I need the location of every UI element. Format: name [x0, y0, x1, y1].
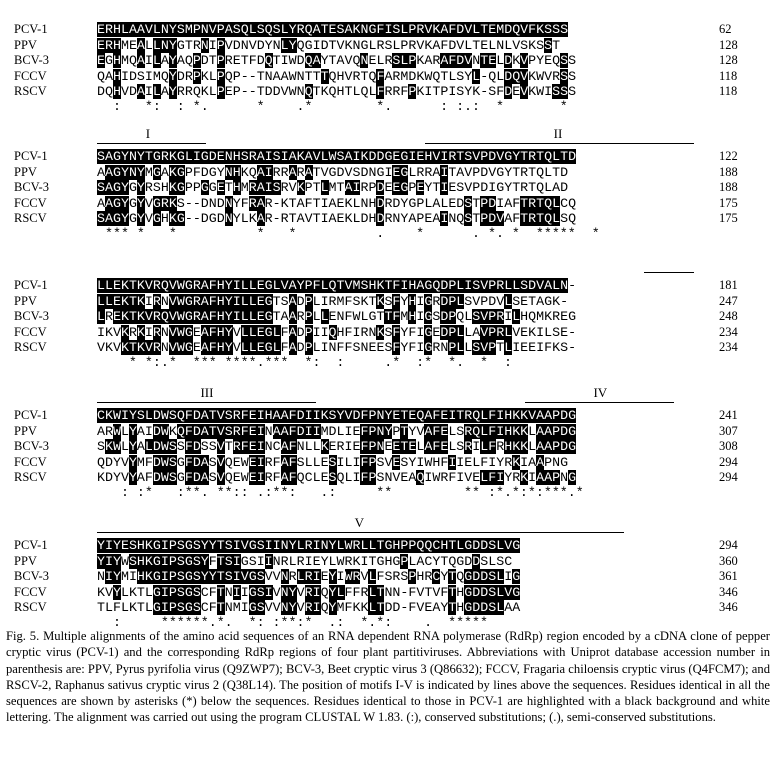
sequence-row — [0, 600, 779, 615]
sequence-row — [0, 470, 779, 485]
motif-label: I — [145, 126, 151, 141]
residue-position: 248 — [719, 309, 738, 324]
sequence-name: PCV-1 — [14, 149, 48, 163]
sequence-residues: QAHIDSIMQYDRPKLPQP--TNAAWNTTTQHVRTQFARMDKWQTLSYL-QLDQVKWVRSS — [97, 68, 577, 84]
sequence-residues: SAGYGYVGHKG--DGDNYLKAR-RTAVTIAEKLDHDRNYAPEAINQSTPDVAFTRTQLSQ — [97, 211, 577, 227]
sequence-row — [0, 439, 779, 454]
motif-bar — [425, 143, 694, 144]
sequence-row — [0, 278, 779, 293]
sequence-residues: AAGYNYMGAKGPFDGYNHKQAIRRARATVGDVSDNGIEGLRRAITAVPDVGYTRTQLTD — [97, 164, 569, 180]
sequence-residues: KVYLKTLGIPSGSCFTNIIGSIVNYVRIQYLFFRLTNN-FVTVFTHGDDSLVG — [97, 584, 521, 600]
residue-position: 128 — [719, 53, 738, 68]
motif-bar — [525, 402, 674, 403]
sequence-residues: CKWIYSLDWSQFDATVSRFEIHAAFDIIKSYVDFPNYETEQAFEITRQLFIHKKVAAPDG — [97, 408, 577, 423]
sequence-residues: SAGYGYRSHKGPPGGETHMRAISRVKPTLMTAIRPDEEGPEYTIESVPDIGYTRTQLAD — [97, 180, 569, 196]
sequence-name: PPV — [14, 553, 37, 568]
residue-position: 307 — [719, 423, 738, 438]
consensus-line: * *:.* *** ****.*** *: : .* :* *. * : — [97, 355, 544, 370]
sequence-name: BCV-3 — [14, 180, 49, 195]
residue-position: 62 — [719, 22, 732, 36]
residue-position: 360 — [719, 553, 738, 568]
sequence-name: BCV-3 — [14, 309, 49, 324]
motif-bar — [97, 532, 624, 533]
sequence-row — [0, 196, 779, 211]
sequence-residues: ARWLYAIDWKQFDATVSRFEINAAFDIIMDLIEFPNYPTYVAFELSRQLFIHKKLAAPDG — [97, 423, 577, 439]
sequence-row — [0, 38, 779, 53]
residue-position: 188 — [719, 180, 738, 195]
sequence-residues: SKWLYALDWSSFDSSVTRFEINCAFNLLKERIEFPNEETELAFELSRILFRHKKLAAPDG — [97, 439, 577, 455]
residue-position: 122 — [719, 149, 738, 163]
sequence-row — [0, 569, 779, 584]
sequence-name: PPV — [14, 37, 37, 52]
residue-position: 294 — [719, 470, 738, 485]
sequence-row — [0, 340, 779, 355]
sequence-residues: AAGYGYVGRKS--DNDNYFRAR-KTAFTIAEKLNHDRDYGPLALEDSTPDIAFTRTQLCQ — [97, 195, 577, 211]
consensus-line: : ******.*. *: :**:* .: *.*: . ***** — [97, 615, 496, 630]
sequence-row — [0, 538, 779, 553]
sequence-row — [0, 211, 779, 226]
sequence-row — [0, 424, 779, 439]
motif-bar — [97, 143, 206, 144]
sequence-residues: ERHMEALLNYGTRNIPVDNVDYNLYQGIDTVKNGLRSLPRVKAFDVLTELNLVSKSST — [97, 37, 561, 53]
sequence-name: RSCV — [14, 600, 47, 615]
motif-label: V — [354, 515, 365, 530]
sequence-name: PPV — [14, 164, 37, 179]
residue-position: 361 — [719, 569, 738, 584]
sequence-residues: YIYESHKGIPSGSYYTSIVGSIINYLRINYLWRLLTGHPPQQCHTLGDDSLVG — [97, 538, 521, 553]
sequence-residues: LLEKTKVRQVWGRAFHYILLEGLVAYPFLQTVMSHKTFIHAGQDPLISVPRLLSDVALN- — [97, 278, 577, 293]
sequence-name: PCV-1 — [14, 408, 48, 422]
sequence-residues: LLEKTKIRNVWGRAFHYILLEGTSADPLIRMFSKTKSFYHIGRDPLSVPDVLSETAGK- — [97, 293, 569, 309]
sequence-name: RSCV — [14, 470, 47, 485]
sequence-row — [0, 294, 779, 309]
residue-position: 188 — [719, 164, 738, 179]
sequence-name: PCV-1 — [14, 278, 48, 292]
sequence-name: RSCV — [14, 84, 47, 99]
sequence-row — [0, 309, 779, 324]
residue-position: 128 — [719, 37, 738, 52]
motif-label: IV — [593, 385, 608, 400]
sequence-name: PCV-1 — [14, 538, 48, 552]
sequence-row — [0, 180, 779, 195]
sequence-name: FCCV — [14, 584, 47, 599]
residue-position: 234 — [719, 340, 738, 355]
residue-position: 175 — [719, 211, 738, 226]
residue-position: 118 — [719, 68, 738, 83]
residue-position: 294 — [719, 538, 738, 552]
residue-position: 294 — [719, 454, 738, 469]
sequence-row — [0, 165, 779, 180]
sequence-row — [0, 84, 779, 99]
residue-position: 234 — [719, 324, 738, 339]
sequence-row — [0, 455, 779, 470]
sequence-residues: LREKTKVRQVWGRAFHYILLEGTAARPLLENFWLGTTFMHIGSDPQLSVPRILHQMKREG — [97, 309, 577, 325]
residue-position: 346 — [719, 584, 738, 599]
sequence-name: BCV-3 — [14, 569, 49, 584]
sequence-row — [0, 585, 779, 600]
residue-position: 247 — [719, 293, 738, 308]
sequence-name: FCCV — [14, 195, 47, 210]
sequence-residues: VKVKTKVRNVWGEAFHYVLLEGLFADPLINFFSNEESFYFIGRNPLLSVPTLIEEIFKS- — [97, 340, 577, 356]
residue-position: 175 — [719, 195, 738, 210]
sequence-residues: ERHLAAVLNYSMPNVPASQLSQSLYRQATESAKNGFISLPRVKAFDVLTEMDQVFKSSS — [97, 22, 569, 37]
sequence-row — [0, 69, 779, 84]
sequence-name: PCV-1 — [14, 22, 48, 36]
sequence-name: BCV-3 — [14, 439, 49, 454]
consensus-line: : *: : *. * .* *. : :.: * * — [97, 99, 584, 114]
motif-bar — [644, 272, 694, 273]
sequence-row — [0, 554, 779, 569]
residue-position: 308 — [719, 439, 738, 454]
figure-caption: Fig. 5. Multiple alignments of the amino acid sequences of an RNA dependent RNA polymerase (RdRp) region encoded by a cDNA clone of pepper cryptic virus (PCV-1) and the corresponding RdRp regions of four plant partitiviruses. Abbreviations with Uniprot database accession number in parenthesis are: PPV, Pyrus pyrifolia virus (Q9ZWP7); BCV-3, Beet cryptic virus 3 (Q86632); FCCV, Fragaria chiloensis cryptic virus (Q4FCM7); and RSCV-2, Raphanus sativus cryptic virus 2 (Q38L14). The position of motifs I-V is indicated by lines above the sequences. Residues identical in all the sequences are shown by asterisks (*) below the sequences. Residues identical to those in PCV-1 are highlighted with a black background and white lettering. The alignment was carried out using the program CLUSTAL W 1.83. (:), conserved substitutions; (.), semi-conserved substitutions. — [6, 629, 770, 725]
sequence-residues: NIYMIHKGIPSGSYYTSIVGSVVNRLRIEYIWRVLFSRSPHRCYTQGDDSLIG — [97, 569, 521, 585]
sequence-name: FCCV — [14, 324, 47, 339]
consensus-line: *** * * * * . * . *. * ***** * — [97, 226, 600, 241]
residue-position: 118 — [719, 84, 738, 99]
sequence-residues: YIYWSHKGIPSGSYFTSIGSIINRLRIEYLWRKITGHGPLACYTQGDDSLSC — [97, 553, 513, 569]
sequence-row — [0, 408, 779, 423]
sequence-name: PPV — [14, 423, 37, 438]
sequence-residues: SAGYNYTGRKGLIGDENHSRAISIAKAVLWSAIKDDGEGIEHVIRTSVPDVGYTRTQLTD — [97, 149, 577, 164]
sequence-residues: DQHVDAILAYRRQKLPEP--TDDVWNQTKQHTLQLFRRFPKITPISYK-SFDEVKWISSS — [97, 84, 577, 100]
sequence-name: RSCV — [14, 211, 47, 226]
sequence-residues: IKVKRKIRNVWGEAFHYVLLEGLFADPIIQHFIRNKSFYFIGEDPLLAVPRLVEKILSE- — [97, 324, 577, 340]
motif-label: III — [200, 385, 214, 400]
sequence-row — [0, 149, 779, 164]
sequence-name: RSCV — [14, 340, 47, 355]
consensus-line: : :* :**. **:: .:**: .: ** ** :*.*:*:***.* — [97, 485, 584, 500]
sequence-name: BCV-3 — [14, 53, 49, 68]
sequence-row — [0, 325, 779, 340]
residue-position: 346 — [719, 600, 738, 615]
sequence-residues: TLFLKTLGIPSGSCFTNMIGSVVNYVRIQYMFKKLTDD-FVEAYTHGDDSLAA — [97, 600, 521, 616]
sequence-residues: EGHMQAILAYAQPDTPRETFDQTIWDQAYTAVQNELRSLPKARAFDVNTELDKVPYEQSS — [97, 53, 577, 69]
sequence-residues: QDYVYMFDWSGFDASVQEWEIRFAFSLLESILIFPSVESYIWHFIIELFIYRKIAAPNG — [97, 454, 569, 470]
motif-bar — [97, 402, 316, 403]
sequence-row — [0, 22, 779, 37]
sequence-row — [0, 53, 779, 68]
residue-position: 181 — [719, 278, 738, 292]
motif-label: II — [553, 126, 563, 141]
sequence-name: FCCV — [14, 454, 47, 469]
sequence-name: FCCV — [14, 68, 47, 83]
residue-position: 241 — [719, 408, 738, 422]
sequence-residues: KDYVYAFDWSGFDASVQEWEIRFAFQCLESQLIFPSNVEAQIWRFIVELFIYRKIAAPNG — [97, 470, 577, 486]
sequence-name: PPV — [14, 293, 37, 308]
